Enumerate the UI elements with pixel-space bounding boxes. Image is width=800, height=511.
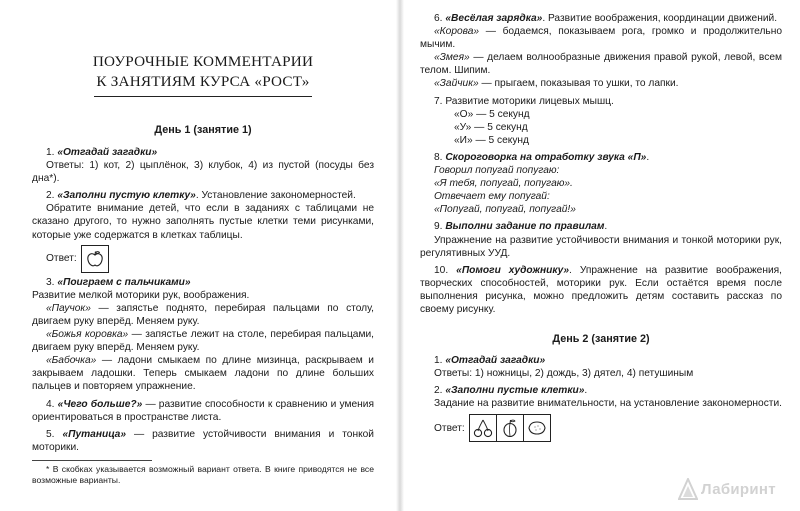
task9-text: Упражнение на развитие устойчивости внимания и тонкой моторики рук, регулятивных УУД. (420, 234, 782, 259)
cherries-icon (472, 417, 494, 439)
task2-answer: Ответ: (46, 242, 374, 276)
tongue-twister-line3: Отвечает ему попугай: (434, 191, 550, 203)
task7-o: «О» — 5 секунд (454, 108, 530, 120)
day2-task2: 2. «Заполни пустые клетки». (434, 385, 588, 397)
task6: 6. «Весёлая зарядка». Развитие воображения, координации движений. (434, 13, 778, 24)
task7-u: «У» — 5 секунд (454, 121, 528, 133)
task1-text: Ответы: 1) кот, 2) цыплёнок, 3) клубок, 4) из пустой (посуды без дна*). (32, 160, 374, 185)
task5: 5. «Путаница» — развитие устойчивости внимания и тонкой моторики. (32, 428, 374, 453)
footnote-rule (32, 460, 152, 461)
task6-snake: «Змея» — делаем волнообразные движения правой рукой, левой, всем телом. Шипим. (420, 52, 782, 77)
task8: 8. Скороговорка на отработку звука «П». (434, 151, 650, 163)
day2-task2-answer: Ответ: (434, 410, 782, 446)
tongue-twister-line1: Говорил попугай попугаю: (434, 165, 560, 177)
task7: 7. Развитие моторики лицевых мышц. (434, 95, 614, 107)
answer-box (469, 414, 497, 442)
task9: 9. Выполни задание по правилам. (434, 221, 608, 233)
task6-cow: «Корова» — бодаемся, показываем рога, громко и продолжительно мычим. (420, 26, 782, 51)
answer-box (523, 414, 551, 442)
tongue-twister-line4: «Попугай, попугай, попугай!» (434, 204, 576, 216)
watermark-text: Лабиринт (701, 480, 776, 498)
task7-i: «И» — 5 секунд (454, 134, 529, 146)
task6-bunny: «Зайчик» — прыгаем, показывая то ушки, то лапки. (434, 78, 679, 90)
footnote: * В скобках указывается возможный вариант ответа. В книге приводятся не все возможные варианты. (32, 463, 374, 485)
task3-ladybug: «Божья коровка» — запястье лежит на столе, перебирая пальцами, двигаем руку вперёд. Меняем руку. (32, 329, 374, 354)
task3-butterfly: «Бабочка» — ладони смыкаем по длине мизинца, раскрываем и закрываем ладошки. Теперь смыкаем ладони по длине больших пальцев и повторяем упражнение. (32, 355, 374, 393)
answer-box (81, 245, 109, 273)
task10: 10. «Помоги художнику». Упражнение на развитие воображения, творческих способностей, моторики рук. Если остаётся время после выполнения рисунка, можно предложить детям составить рассказ по своему рисунку. (420, 264, 782, 315)
task1-title: 1. «Отгадай загадки» (46, 147, 158, 158)
task4: 4. «Чего больше?» — развитие способности к сравнению и умения ориентироваться в пространстве листа. (32, 398, 375, 423)
day2-task2-text: Задание на развитие внимательности, на установление закономерности. (434, 398, 782, 410)
day2-task1-text: Ответы: 1) ножницы, 2) дождь, 3) дятел, 4) петушиным (434, 368, 694, 380)
day2-heading: День 2 (занятие 2) (552, 333, 650, 346)
task3-title: 3. «Поиграем с пальчиками» (46, 276, 191, 288)
plum-icon (499, 417, 521, 439)
tongue-twister-line2: «Я тебя, попугай, попугаю». (434, 178, 573, 190)
task2-text: Обратите внимание детей, что если в заданиях с таблицами не сказано другого, то нужно заполнять пустые клетки теми рисунками, которые уже содержатся в клетках таблицы. (32, 203, 374, 241)
task3-text: Развитие мелкой моторики рук, воображения. (32, 289, 250, 301)
day2-task1: 1. «Отгадай загадки» (434, 355, 546, 367)
answer-box (496, 414, 524, 442)
page-title: ПОУРОЧНЫЕ КОММЕНТАРИИ К ЗАНЯТИЯМ КУРСА «РОСТ» (92, 53, 314, 90)
labirint-logo-icon (678, 478, 698, 500)
apple-icon (85, 249, 105, 269)
task2-title: 2. «Заполни пустую клетку». Установление закономерностей. (46, 190, 356, 202)
day1-heading: День 1 (занятие 1) (154, 124, 252, 136)
watermark (678, 476, 788, 502)
task3-spider: «Паучок» — запястье поднято, перебирая пальцами по столу, двигаем руку вперёд. Меняем руку. (32, 302, 374, 327)
lemon-icon (526, 417, 548, 439)
right-page (400, 0, 800, 511)
